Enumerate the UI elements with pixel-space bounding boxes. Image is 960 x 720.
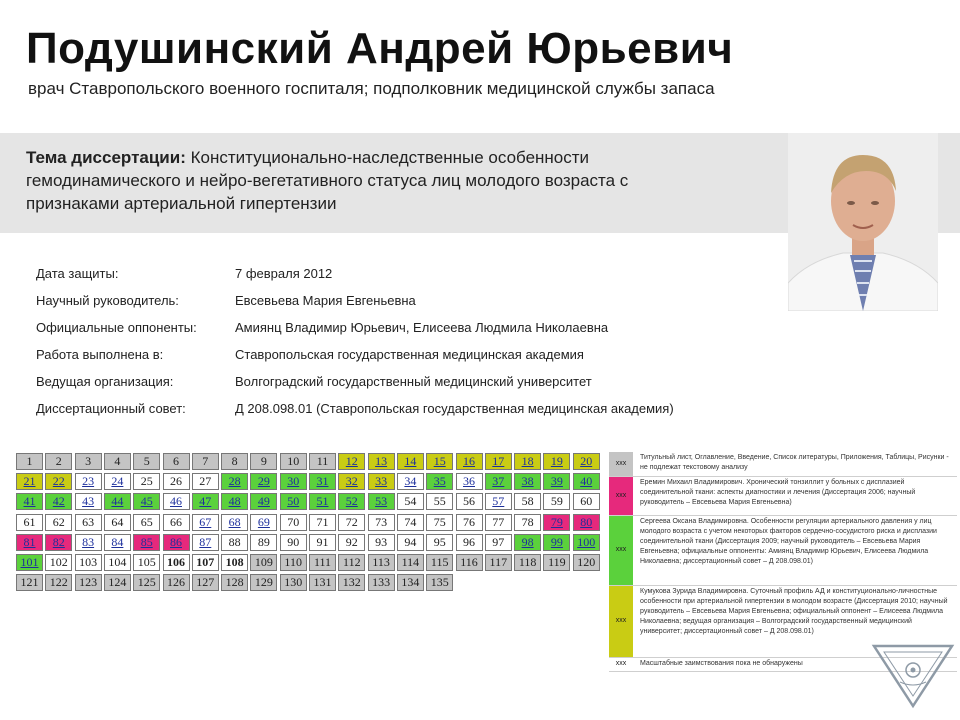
page-cell: 65 <box>133 514 160 531</box>
page-cell[interactable]: 98 <box>514 534 541 551</box>
legend-text: Еремин Михаил Владимирович. Хронический тонзиллит у больных с дисплазией соединительной ткани: аспекты диагностики и лечения (Диссертация 2006; научный руководитель – Евсевьева Мария Евгеньевна) <box>640 479 916 506</box>
page-cell[interactable]: 36 <box>456 473 483 490</box>
page-cell: 11 <box>309 453 336 470</box>
page-cell: 92 <box>338 534 365 551</box>
page-cell: 103 <box>75 554 102 571</box>
page-cell: 75 <box>426 514 453 531</box>
page-cell[interactable]: 20 <box>573 453 600 470</box>
page-cell: 90 <box>280 534 307 551</box>
info-value: 7 февраля 2012 <box>235 266 333 281</box>
page-cell[interactable]: 35 <box>426 473 453 490</box>
page-cell: 5 <box>133 453 160 470</box>
page-cell: 3 <box>75 453 102 470</box>
page-cell: 56 <box>456 493 483 510</box>
page-cell: 6 <box>163 453 190 470</box>
page-cell[interactable]: 81 <box>16 534 43 551</box>
page-cell[interactable]: 85 <box>133 534 160 551</box>
page-cell: 7 <box>192 453 219 470</box>
info-value: Волгоградский государственный медицинский университет <box>235 374 592 389</box>
page-cell[interactable]: 41 <box>16 493 43 510</box>
page-cell: 25 <box>133 473 160 490</box>
page-cell[interactable]: 30 <box>280 473 307 490</box>
page-cell: 63 <box>75 514 102 531</box>
page-cell[interactable]: 69 <box>250 514 277 531</box>
page-cell[interactable]: 100 <box>573 534 600 551</box>
page-cell[interactable]: 42 <box>45 493 72 510</box>
page-cell: 26 <box>163 473 190 490</box>
page-cell: 71 <box>309 514 336 531</box>
page-cell: 121 <box>16 574 43 591</box>
legend <box>609 452 957 672</box>
page-cell[interactable]: 49 <box>250 493 277 510</box>
page-cell: 78 <box>514 514 541 531</box>
info-key: Дата защиты: <box>36 266 119 281</box>
page-cell: 95 <box>426 534 453 551</box>
page-cell: 70 <box>280 514 307 531</box>
page-cell: 8 <box>221 453 248 470</box>
page-cell: 107 <box>192 554 219 571</box>
page-cell: 4 <box>104 453 131 470</box>
page-cell: 55 <box>426 493 453 510</box>
legend-text: Сергеева Оксана Владимировна. Особенности регуляции артериального давления у лиц молодого возраста с учетом некоторых факторов сердечно-сосудистого риска и дисплазии соединительной ткани (Диссертация 2009; научный руководитель – Евсевьева Мария Евгеньевна; официальные оппоненты: Амиянц Владимир Юрьевич, Елисеева Людмила Николаевна; диссертационный совет – Д 208.098.01) <box>640 518 937 565</box>
page-cell: 66 <box>163 514 190 531</box>
page-cell[interactable]: 48 <box>221 493 248 510</box>
page-cell: 128 <box>221 574 248 591</box>
page-cell: 127 <box>192 574 219 591</box>
page-cell: 72 <box>338 514 365 531</box>
page-cell: 132 <box>338 574 365 591</box>
page-cell: 76 <box>456 514 483 531</box>
dissertation-topic <box>26 146 726 215</box>
page-cell: 59 <box>543 493 570 510</box>
legend-row <box>609 516 957 586</box>
page-cell[interactable]: 12 <box>338 453 365 470</box>
page-cell: 112 <box>338 554 365 571</box>
info-value: Д 208.098.01 (Ставропольская государственная медицинская академия) <box>235 401 674 416</box>
page-cell[interactable]: 19 <box>543 453 570 470</box>
page-cell: 129 <box>250 574 277 591</box>
page-cell: 122 <box>45 574 72 591</box>
topic-label: Тема диссертации: <box>26 148 186 167</box>
page-cell: 60 <box>573 493 600 510</box>
page-cell: 120 <box>573 554 600 571</box>
page-cell[interactable]: 39 <box>543 473 570 490</box>
legend-row <box>609 452 957 477</box>
legend-mark: xxx <box>615 617 627 624</box>
page-cell: 62 <box>45 514 72 531</box>
page-cell: 109 <box>250 554 277 571</box>
page-cell: 135 <box>426 574 453 591</box>
info-value: Амиянц Владимир Юрьевич, Елисеева Людмила Николаевна <box>235 320 609 335</box>
legend-text: Кумукова Зурида Владимировна. Суточный профиль АД и конституционально-личностные особенности при артериальной гипертензии в молодом возрасте (Диссертация 2010; научный руководитель – Евсевьева Мария Евгеньевна; официальный оппонент – Елисеева Людмила Николаевна; ведущая организация – Волгоградский государственный медицинский университет; диссертационный совет – Д 208.098.01) <box>640 588 948 635</box>
page-cell: 119 <box>543 554 570 571</box>
page-cell: 91 <box>309 534 336 551</box>
page-cell: 94 <box>397 534 424 551</box>
info-key: Официальные оппоненты: <box>36 320 197 335</box>
page-cell: 131 <box>309 574 336 591</box>
person-subtitle: врач Ставропольского военного госпиталя; подполковник медицинской службы запаса <box>28 79 715 98</box>
page-cell: 1 <box>16 453 43 470</box>
page-cell: 116 <box>456 554 483 571</box>
legend-mark: xxx <box>615 492 627 499</box>
page-cell[interactable]: 47 <box>192 493 219 510</box>
page-cell: 89 <box>250 534 277 551</box>
page-cell[interactable]: 23 <box>75 473 102 490</box>
page-cell: 104 <box>104 554 131 571</box>
legend-text: Титульный лист, Оглавление, Введение, Список литературы, Приложения, Таблицы, Рисунки - не подлежат текстовому анализу <box>640 454 949 471</box>
page-cell: 97 <box>485 534 512 551</box>
legend-row <box>609 477 957 516</box>
page-cell[interactable]: 87 <box>192 534 219 551</box>
page-cell: 73 <box>368 514 395 531</box>
page-cell: 117 <box>485 554 512 571</box>
legend-text: Масштабные заимствования пока не обнаружены <box>640 660 803 667</box>
page-cell[interactable]: 83 <box>75 534 102 551</box>
page-cell[interactable]: 67 <box>192 514 219 531</box>
page-cell[interactable]: 17 <box>485 453 512 470</box>
page-cell[interactable]: 31 <box>309 473 336 490</box>
page-cell: 102 <box>45 554 72 571</box>
page-cell: 10 <box>280 453 307 470</box>
page-cell: 125 <box>133 574 160 591</box>
page-cell[interactable]: 44 <box>104 493 131 510</box>
page-cell[interactable]: 50 <box>280 493 307 510</box>
page-cell[interactable]: 18 <box>514 453 541 470</box>
page-cell[interactable]: 13 <box>368 453 395 470</box>
page-cell[interactable]: 16 <box>456 453 483 470</box>
page-cell[interactable]: 101 <box>16 554 43 571</box>
page-cell[interactable]: 33 <box>368 473 395 490</box>
page-cell: 9 <box>250 453 277 470</box>
page-cell: 124 <box>104 574 131 591</box>
page-cell[interactable]: 28 <box>221 473 248 490</box>
page-cell[interactable]: 43 <box>75 493 102 510</box>
legend-mark: xxx <box>615 660 627 667</box>
page-cell: 96 <box>456 534 483 551</box>
page-cell: 123 <box>75 574 102 591</box>
page-cell: 106 <box>163 554 190 571</box>
page-cell[interactable]: 38 <box>514 473 541 490</box>
page-cell: 110 <box>280 554 307 571</box>
page-cell: 133 <box>368 574 395 591</box>
page-cell[interactable]: 84 <box>104 534 131 551</box>
page-cell: 58 <box>514 493 541 510</box>
page-cell: 126 <box>163 574 190 591</box>
page-cell[interactable]: 52 <box>338 493 365 510</box>
page-cell[interactable]: 79 <box>543 514 570 531</box>
info-value: Ставропольская государственная медицинская академия <box>235 347 584 362</box>
page-cell[interactable]: 24 <box>104 473 131 490</box>
page-cell: 64 <box>104 514 131 531</box>
legend-mark: xxx <box>615 546 627 553</box>
page-cell: 108 <box>221 554 248 571</box>
page-cell[interactable]: 68 <box>221 514 248 531</box>
page-cell[interactable]: 21 <box>16 473 43 490</box>
page-cell[interactable]: 57 <box>485 493 512 510</box>
info-value: Евсевьева Мария Евгеньевна <box>235 293 416 308</box>
page-cell: 61 <box>16 514 43 531</box>
page-cell: 130 <box>280 574 307 591</box>
page-cell: 2 <box>45 453 72 470</box>
page-cell[interactable]: 53 <box>368 493 395 510</box>
page-cell[interactable]: 40 <box>573 473 600 490</box>
page-cell[interactable]: 86 <box>163 534 190 551</box>
page-cell: 88 <box>221 534 248 551</box>
page-cell: 105 <box>133 554 160 571</box>
page-cell[interactable]: 29 <box>250 473 277 490</box>
legend-mark: xxx <box>615 460 627 467</box>
page-cell: 113 <box>368 554 395 571</box>
page-cell: 115 <box>426 554 453 571</box>
info-key: Работа выполнена в: <box>36 347 164 362</box>
info-key: Ведущая организация: <box>36 374 174 389</box>
page-cell[interactable]: 15 <box>426 453 453 470</box>
page-cell[interactable]: 46 <box>163 493 190 510</box>
info-key: Научный руководитель: <box>36 293 179 308</box>
page-cell: 27 <box>192 473 219 490</box>
page-cell: 74 <box>397 514 424 531</box>
page-cell[interactable]: 99 <box>543 534 570 551</box>
page-cell: 118 <box>514 554 541 571</box>
info-key: Диссертационный совет: <box>36 401 186 416</box>
topic-text: Конституционально-наследственные особенности гемодинамического и нейро-вегетативного статуса лиц молодого возраста с признаками артериальной гипертензии <box>26 148 629 213</box>
page-cell[interactable]: 82 <box>45 534 72 551</box>
page-cell[interactable]: 32 <box>338 473 365 490</box>
page-cell[interactable]: 45 <box>133 493 160 510</box>
page-cell[interactable]: 80 <box>573 514 600 531</box>
page-cell[interactable]: 51 <box>309 493 336 510</box>
page-cell: 77 <box>485 514 512 531</box>
page-cell[interactable]: 37 <box>485 473 512 490</box>
page-cell[interactable]: 14 <box>397 453 424 470</box>
portrait-photo <box>788 133 938 311</box>
page-cell: 111 <box>309 554 336 571</box>
page-cell: 93 <box>368 534 395 551</box>
page-cell[interactable]: 22 <box>45 473 72 490</box>
page-cell[interactable]: 34 <box>397 473 424 490</box>
page-cell: 54 <box>397 493 424 510</box>
dissernet-stamp-logo <box>870 640 956 710</box>
page-cell: 114 <box>397 554 424 571</box>
person-name: Подушинский Андрей Юрьевич <box>26 24 734 73</box>
page-cell: 134 <box>397 574 424 591</box>
